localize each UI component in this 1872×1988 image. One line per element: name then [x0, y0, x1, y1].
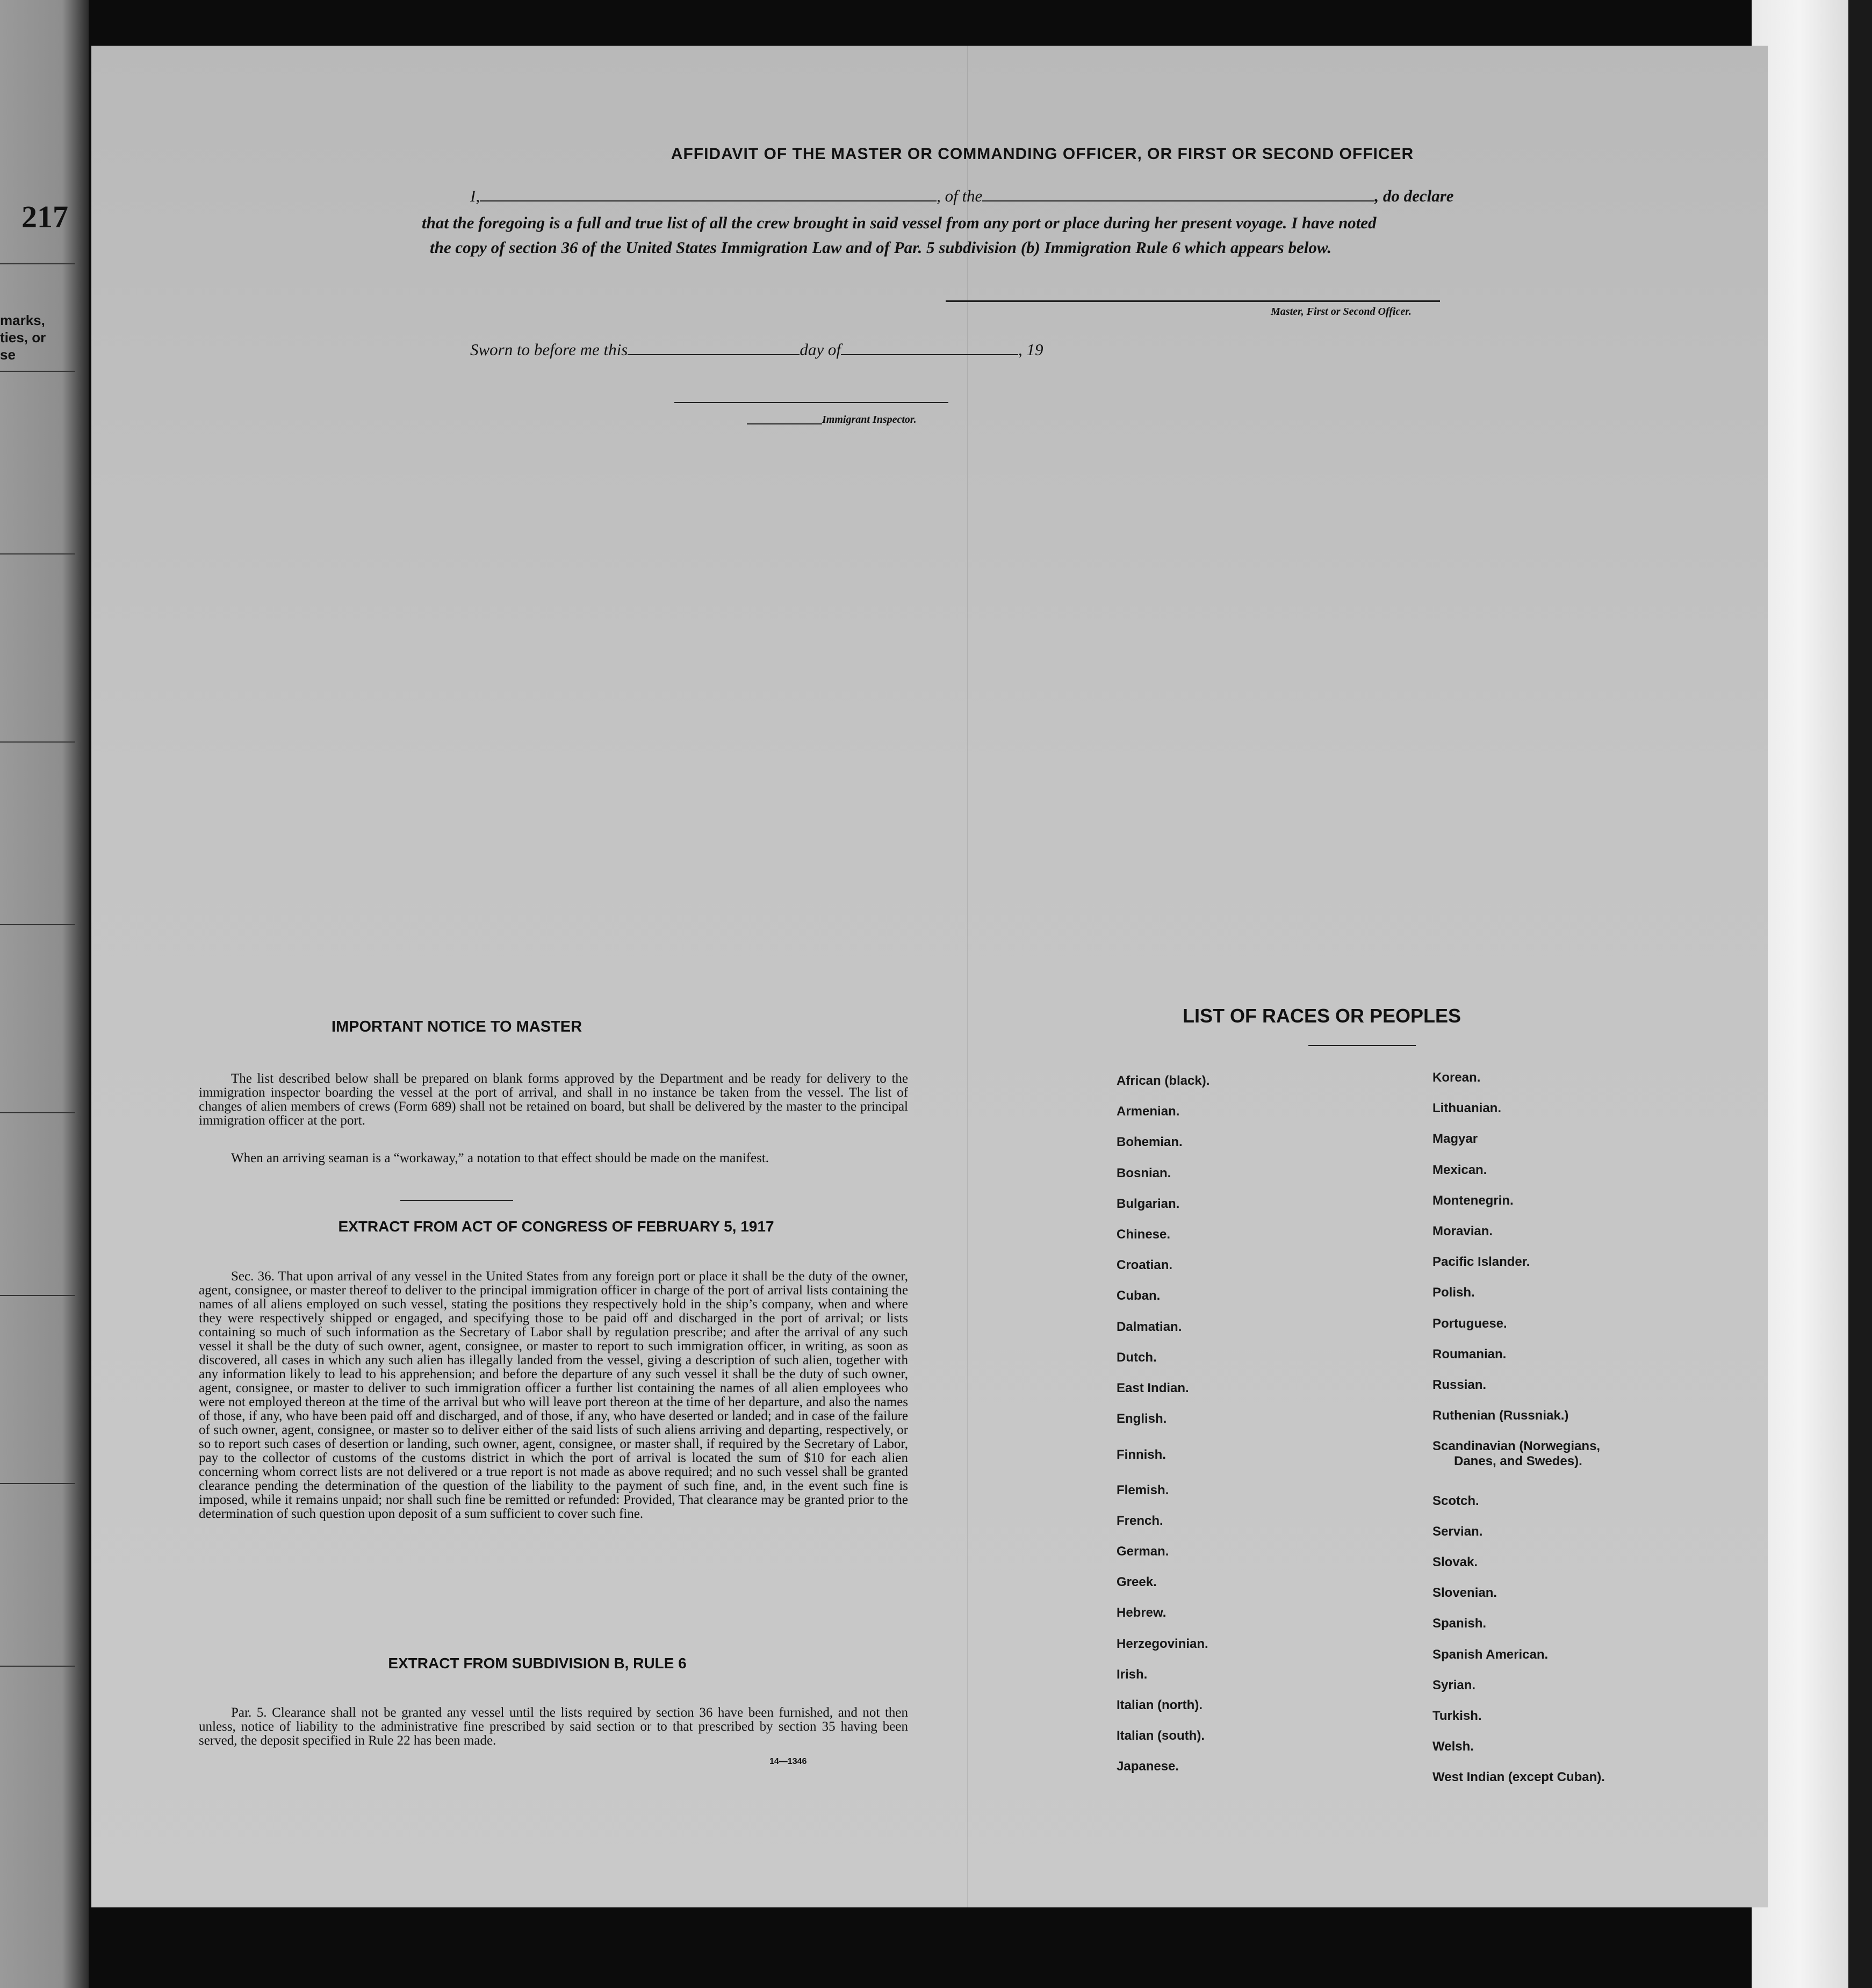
- document-page: [91, 46, 1768, 1907]
- race-item: Cuban.: [1117, 1288, 1161, 1303]
- declaration-line: [470, 186, 1454, 206]
- race-item: Chinese.: [1117, 1227, 1171, 1242]
- race-item: Armenian.: [1117, 1104, 1180, 1119]
- declaration-text: I,: [470, 186, 480, 205]
- race-item: Danes, and Swedes).: [1454, 1454, 1582, 1468]
- race-item: Slovenian.: [1432, 1586, 1497, 1600]
- race-item: West Indian (except Cuban).: [1432, 1770, 1605, 1784]
- sworn-line: [470, 340, 1043, 359]
- master-signature-label: Master, First or Second Officer.: [1271, 306, 1412, 318]
- race-item: Pacific Islander.: [1432, 1255, 1530, 1269]
- sworn-text: Sworn to before me this: [470, 340, 628, 359]
- race-item: Syrian.: [1432, 1678, 1476, 1692]
- race-item: Italian (north).: [1117, 1698, 1203, 1712]
- inspector-label: Immigrant Inspector.: [822, 414, 917, 426]
- race-item: Russian.: [1432, 1378, 1487, 1392]
- race-item: Roumanian.: [1432, 1347, 1507, 1362]
- race-item: East Indian.: [1117, 1381, 1189, 1395]
- race-item: Herzegovinian.: [1117, 1637, 1208, 1651]
- race-item: Flemish.: [1117, 1483, 1169, 1497]
- race-item: Scandinavian (Norwegians,: [1432, 1439, 1601, 1453]
- notice-paragraph: The list described below shall be prepared on blank forms approved by the Department and be ready for delivery to the immigration inspector boarding the vessel at the port of arrival, and shall in no instance be taken from the vessel. The list of changes of alien members of crews (Form 689) shall not be retained on board, but shall be delivered by the master to the principal immigration officer at the port.: [199, 1071, 908, 1128]
- race-item: Scotch.: [1432, 1494, 1479, 1508]
- master-signature-line: [946, 300, 1440, 302]
- race-item: Spanish.: [1432, 1616, 1487, 1631]
- affidavit-title: AFFIDAVIT OF THE MASTER OR COMMANDING OFFICER, OR FIRST OR SECOND OFFICER: [671, 145, 1414, 163]
- margin-fragment-line: ties, or: [0, 329, 46, 345]
- margin-text-fragment: [0, 312, 46, 363]
- margin-rule: [0, 1483, 75, 1484]
- race-item: Finnish.: [1117, 1447, 1166, 1462]
- race-item: Bulgarian.: [1117, 1197, 1180, 1211]
- race-item: Mexican.: [1432, 1163, 1487, 1177]
- rule-extract-title: EXTRACT FROM SUBDIVISION B, RULE 6: [388, 1655, 687, 1672]
- day-blank: [628, 354, 800, 355]
- page-number-fragment: 217: [21, 199, 68, 234]
- rule-6-text: Par. 5. Clearance shall not be granted any vessel until the lists required by section 36 have been furnished, and not then unless, notice of liability to the administrative fine prescribed by said section or to that prescribed by section 35 having been served, the deposit specified in Rule 22 has been made.: [199, 1705, 908, 1748]
- race-item: Irish.: [1117, 1667, 1148, 1682]
- declaration-line-2: that the foregoing is a full and true list of all the crew brought in said vessel from any port or place during her present voyage. I have noted: [422, 213, 1377, 232]
- margin-rule: [0, 1112, 75, 1113]
- margin-rule: [0, 263, 75, 264]
- race-item: Spanish American.: [1432, 1647, 1549, 1662]
- race-item: Dalmatian.: [1117, 1320, 1182, 1334]
- section-36-text: Sec. 36. That upon arrival of any vessel in the United States from any foreign port or place it shall be the duty of the owner, agent, consignee, or master thereof to deliver to the principal immigration officer in charge of the port of arrival lists containing the names of all aliens employed on such vessel, stating the positions they respectively hold in the ship’s company, when and where they were respectively shipped or engaged, and specifying those to be paid off and discharged in the port of arrival; or lists containing so much of such information as the Secretary of Labor shall by regulation prescribe; and after the arrival of any such vessel it shall be the duty of such owner, agent, consignee, or master to report to such immigration officer, in writing, as soon as discovered, all cases in which any such alien has illegally landed from the vessel, giving a description of such alien, together with any information likely to lead to his apprehension; and before the departure of any such vessel it shall be the duty of such owner, agent, consignee, or master to deliver to such immigration officer a further list containing the names of all alien employees who were not employed thereon at the time of the arrival but who will leave port thereon at the time of her departure, and also the names of those, if any, who have been paid off and discharged, and of those, if any, who have deserted or landed; and in case of the failure of such owner, agent, consignee, or master so to deliver either of the said lists of such aliens arriving and departing, respectively, or so to report such cases of desertion or landing, such owner, agent, consignee, or master shall, if required by the Secretary of Labor, pay to the collector of customs of the customs district in which the port of arrival is located the sum of $10 for each alien concerning whom correct lists are not delivered or a true report is not made as above required; and no such vessel shall be granted clearance pending the determination of the question of the liability to the payment of such fine, and, in the event such fine is imposed, while it remains unpaid; nor shall such fine be remitted or refunded: Provided, That clearance may be granted prior to the determination of such question upon deposit of a sum sufficient to cover such fine.: [199, 1269, 908, 1521]
- declaration-text: , do declare: [1374, 186, 1454, 205]
- previous-page-edge: [0, 0, 89, 1988]
- margin-rule: [0, 1666, 75, 1667]
- declaration-line-3: the copy of section 36 of the United States Immigration Law and of Par. 5 subdivision (b) Immigration Rule 6 which appears below.: [430, 238, 1332, 257]
- sworn-text: day of: [800, 340, 841, 359]
- race-item: Portuguese.: [1432, 1316, 1507, 1331]
- races-title: LIST OF RACES OR PEOPLES: [1182, 1005, 1461, 1027]
- next-page-edge: [1752, 0, 1872, 1988]
- inspector-signature-line: [674, 402, 948, 403]
- race-item: Slovak.: [1432, 1555, 1478, 1569]
- inspector-short-rule: [747, 423, 822, 424]
- race-item: African (black).: [1117, 1074, 1210, 1088]
- race-item: Polish.: [1432, 1285, 1475, 1300]
- margin-rule: [0, 924, 75, 925]
- race-item: Welsh.: [1432, 1739, 1474, 1754]
- race-item: Croatian.: [1117, 1258, 1173, 1272]
- notice-title: IMPORTANT NOTICE TO MASTER: [331, 1018, 582, 1035]
- act-extract-title: EXTRACT FROM ACT OF CONGRESS OF FEBRUARY 5, 1917: [338, 1218, 774, 1235]
- race-item: Bosnian.: [1117, 1166, 1171, 1180]
- race-item: Lithuanian.: [1432, 1101, 1501, 1115]
- race-item: Hebrew.: [1117, 1605, 1167, 1620]
- margin-rule: [0, 553, 75, 554]
- vessel-blank: [982, 200, 1374, 201]
- race-item: Montenegrin.: [1432, 1193, 1514, 1208]
- margin-rule: [0, 1295, 75, 1296]
- margin-fragment-line: marks,: [0, 312, 45, 328]
- declaration-text: , of the: [937, 186, 983, 205]
- race-item: Italian (south).: [1117, 1728, 1205, 1743]
- races-title-rule: [1308, 1045, 1416, 1046]
- race-item: Bohemian.: [1117, 1135, 1183, 1149]
- race-item: Ruthenian (Russniak.): [1432, 1408, 1569, 1423]
- scan-border: [1848, 0, 1872, 1988]
- race-item: Servian.: [1432, 1524, 1483, 1539]
- race-item: Turkish.: [1432, 1709, 1482, 1723]
- page-fold: [967, 46, 968, 1907]
- race-item: English.: [1117, 1411, 1167, 1426]
- margin-fragment-line: se: [0, 347, 16, 363]
- margin-rule: [0, 741, 75, 743]
- race-item: Magyar: [1432, 1132, 1478, 1146]
- race-item: Moravian.: [1432, 1224, 1493, 1238]
- race-item: French.: [1117, 1514, 1163, 1528]
- form-number: 14—1346: [769, 1757, 807, 1766]
- race-item: Dutch.: [1117, 1350, 1157, 1365]
- race-item: Korean.: [1432, 1070, 1481, 1085]
- race-item: Japanese.: [1117, 1759, 1179, 1774]
- name-blank: [480, 200, 937, 201]
- race-item: Greek.: [1117, 1575, 1157, 1589]
- section-divider: [400, 1200, 513, 1201]
- month-blank: [841, 354, 1018, 355]
- race-item: German.: [1117, 1544, 1169, 1559]
- sworn-text: , 19: [1018, 340, 1043, 359]
- workaway-paragraph: When an arriving seaman is a “workaway,” a notation to that effect should be made on the manifest.: [231, 1151, 769, 1165]
- margin-rule: [0, 371, 75, 372]
